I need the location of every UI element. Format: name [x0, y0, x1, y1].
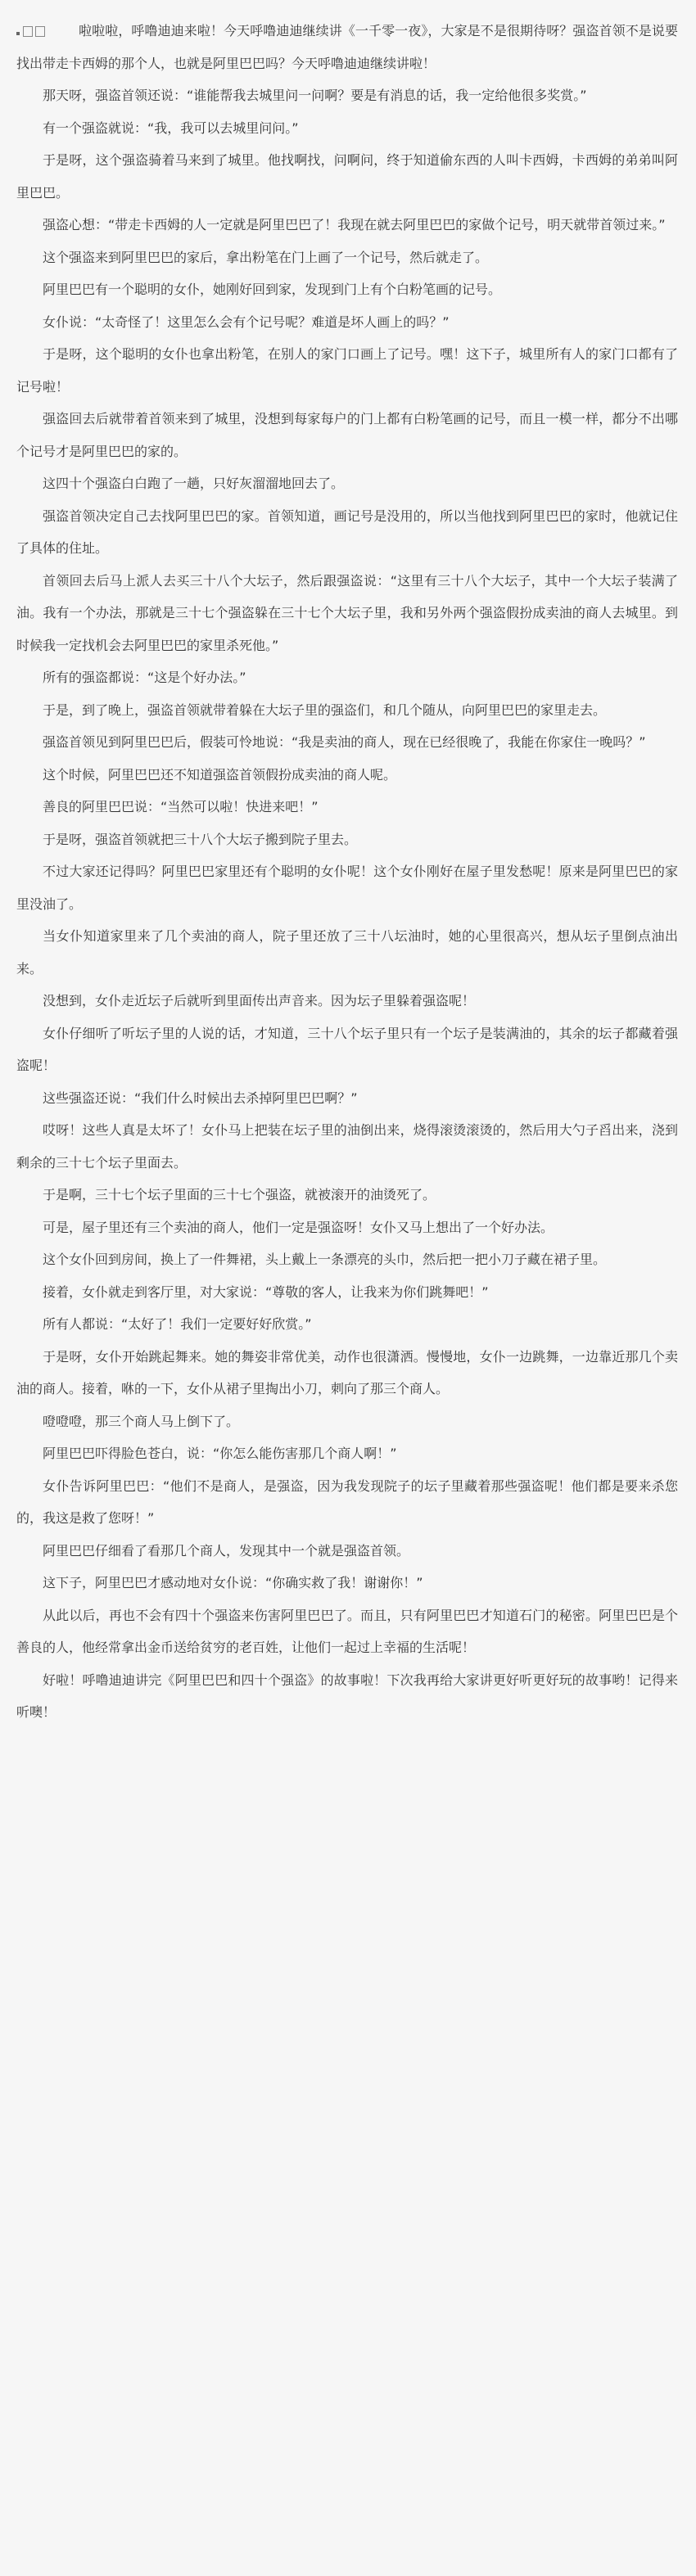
story-paragraph: 女仆说：“太奇怪了！这里怎么会有个记号呢？难道是坏人画上的吗？” — [43, 314, 450, 330]
story-paragraph: 阿里巴巴有一个聪明的女仆，她刚好回到家，发现到门上有个白粉笔画的记号。 — [43, 282, 502, 297]
story-paragraph: 强盗首领决定自己去找阿里巴巴的家。首领知道，画记号是没用的，所以当他找到阿里巴巴的家时，他就记住了具体的住址。 — [16, 508, 678, 556]
story-paragraph: 于是呀，这个聪明的女仆也拿出粉笔，在别人的家门口画上了记号。嘿！这下子，城里所有人的家门口都有了记号啦！ — [16, 346, 678, 395]
story-paragraph: 所有人都说：“太好了！我们一定要好好欣赏。” — [43, 1316, 312, 1332]
story-paragraph: 于是，到了晚上，强盗首领就带着躲在大坛子里的强盗们，和几个随从，向阿里巴巴的家里走去。 — [43, 702, 607, 718]
story-paragraph: 所有的强盗都说：“这是个好办法。” — [43, 670, 246, 685]
story-paragraph: 这个强盗来到阿里巴巴的家后，拿出粉笔在门上画了一个记号，然后就走了。 — [43, 249, 489, 265]
story-paragraph: 于是啊，三十七个坛子里面的三十七个强盗，就被滚开的油烫死了。 — [43, 1187, 436, 1202]
story-paragraph: 可是，屋子里还有三个卖油的商人，他们一定是强盗呀！女仆又马上想出了一个好办法。 — [43, 1219, 554, 1235]
story-paragraph: 这个时候，阿里巴巴还不知道强盗首领假扮成卖油的商人呢。 — [43, 766, 397, 783]
story-paragraph: 没想到，女仆走近坛子后就听到里面传出声音来。因为坛子里躲着强盗呢！ — [43, 993, 476, 1008]
story-paragraph: 善良的阿里巴巴说：“当然可以啦！快进来吧！” — [43, 799, 319, 814]
story-paragraph: 强盗回去后就带着首领来到了城里，没想到每家每户的门上都有白粉笔画的记号，而且一模一样，都分不出哪个记号才是阿里巴巴的家的。 — [16, 411, 678, 459]
story-paragraph: 阿里巴巴仔细看了看那几个商人，发现其中一个就是强盗首领。 — [43, 1542, 410, 1559]
story-paragraph: 于是呀，这个强盗骑着马来到了城里。他找啊找，问啊问，终于知道偷东西的人叫卡西姆，卡西姆的弟弟叫阿里巴巴。 — [16, 152, 678, 201]
story-paragraph: 女仆仔细听了听坛子里的人说的话，才知道，三十八个坛子里只有一个坛子是装满油的，其余的坛子都藏着强盗呢！ — [16, 1025, 678, 1073]
story-paragraph: 强盗心想：“带走卡西姆的人一定就是阿里巴巴了！我现在就去阿里巴巴的家做个记号，明天就带首领过来。” — [43, 217, 666, 232]
broken-image-icon — [16, 15, 47, 47]
story-paragraph: 啦啦啦，呼噜迪迪来啦！今天呼噜迪迪继续讲《一千零一夜》，大家是不是很期待呀？强盗首领不是说要找出带走卡西姆的那个人，也就是阿里巴巴吗？今天呼噜迪迪继续讲啦！ — [16, 15, 678, 79]
story-paragraph: 强盗首领见到阿里巴巴后，假装可怜地说：“我是卖油的商人，现在已经很晚了，我能在你家住一晚吗？” — [43, 734, 646, 750]
story-paragraph: 好啦！呼噜迪迪讲完《阿里巴巴和四十个强盗》的故事啦！下次我再给大家讲更好听更好玩的故事哟！记得来听噢！ — [16, 1671, 678, 1720]
story-paragraph: 于是呀，女仆开始跳起舞来。她的舞姿非常优美，动作也很潇洒。慢慢地，女仆一边跳舞，一边靠近那几个卖油的商人。接着，咻的一下，女仆从裙子里掏出小刀，刺向了那三个商人。 — [16, 1348, 678, 1396]
story-paragraph: 当女仆知道家里来了几个卖油的商人，院子里还放了三十八坛油时，她的心里很高兴，想从坛子里倒点油出来。 — [16, 928, 678, 977]
story-paragraph: 不过大家还记得吗？阿里巴巴家里还有个聪明的女仆呢！这个女仆刚好在屋子里发愁呢！原来是阿里巴巴的家里没油了。 — [16, 864, 678, 912]
story-paragraph: 于是呀，强盗首领就把三十八个大坛子搬到院子里去。 — [43, 831, 358, 847]
story-paragraph: 哎呀！这些人真是太坏了！女仆马上把装在坛子里的油倒出来，烧得滚烫滚烫的，然后用大勺子舀出来，浇到剩余的三十七个坛子里面去。 — [16, 1122, 678, 1171]
story-paragraph: 那天呀，强盗首领还说：“谁能帮我去城里问一问啊？要是有消息的话，我一定给他很多奖赏。” — [43, 88, 587, 103]
story-paragraph: 女仆告诉阿里巴巴：“他们不是商人，是强盗，因为我发现院子的坛子里藏着那些强盗呢！他们都是要来杀您的，我这是救了您呀！” — [16, 1477, 678, 1526]
story-paragraph: 这个女仆回到房间，换上了一件舞裙，头上戴上一条漂亮的头巾，然后把一把小刀子藏在裙子里。 — [43, 1252, 607, 1267]
story-paragraph: 这下子，阿里巴巴才感动地对女仆说：“你确实救了我！谢谢你！” — [43, 1575, 423, 1590]
story-paragraph: 有一个强盗就说：“我，我可以去城里问问。” — [43, 120, 299, 136]
story-paragraph: 首领回去后马上派人去买三十八个大坛子，然后跟强盗说：“这里有三十八个大坛子，其中一个大坛子装满了油。我有一个办法，那就是三十七个强盗躲在三十七个大坛子里，我和另外两个强盗假扮成卖油的商人去城里。到时候我一定找机会去阿里巴巴的家里杀死他。” — [16, 572, 678, 653]
story-paragraph: 从此以后，再也不会有四十个强盗来伤害阿里巴巴了。而且，只有阿里巴巴才知道石门的秘密。阿里巴巴是个善良的人，他经常拿出金币送给贫穷的老百姓，让他们一起过上幸福的生活呢！ — [16, 1607, 678, 1655]
story-paragraph: 接着，女仆就走到客厅里，对大家说：“尊敬的客人，让我来为你们跳舞吧！” — [43, 1283, 489, 1300]
story-paragraph: 噔噔噔，那三个商人马上倒下了。 — [43, 1413, 240, 1429]
story-paragraph: 这四十个强盗白白跑了一趟，只好灰溜溜地回去了。 — [43, 476, 345, 491]
story-paragraph: 阿里巴巴吓得脸色苍白，说：“你怎么能伤害那几个商人啊！” — [43, 1446, 397, 1461]
story-paragraph: 这些强盗还说：“我们什么时候出去杀掉阿里巴巴啊？” — [43, 1089, 358, 1106]
